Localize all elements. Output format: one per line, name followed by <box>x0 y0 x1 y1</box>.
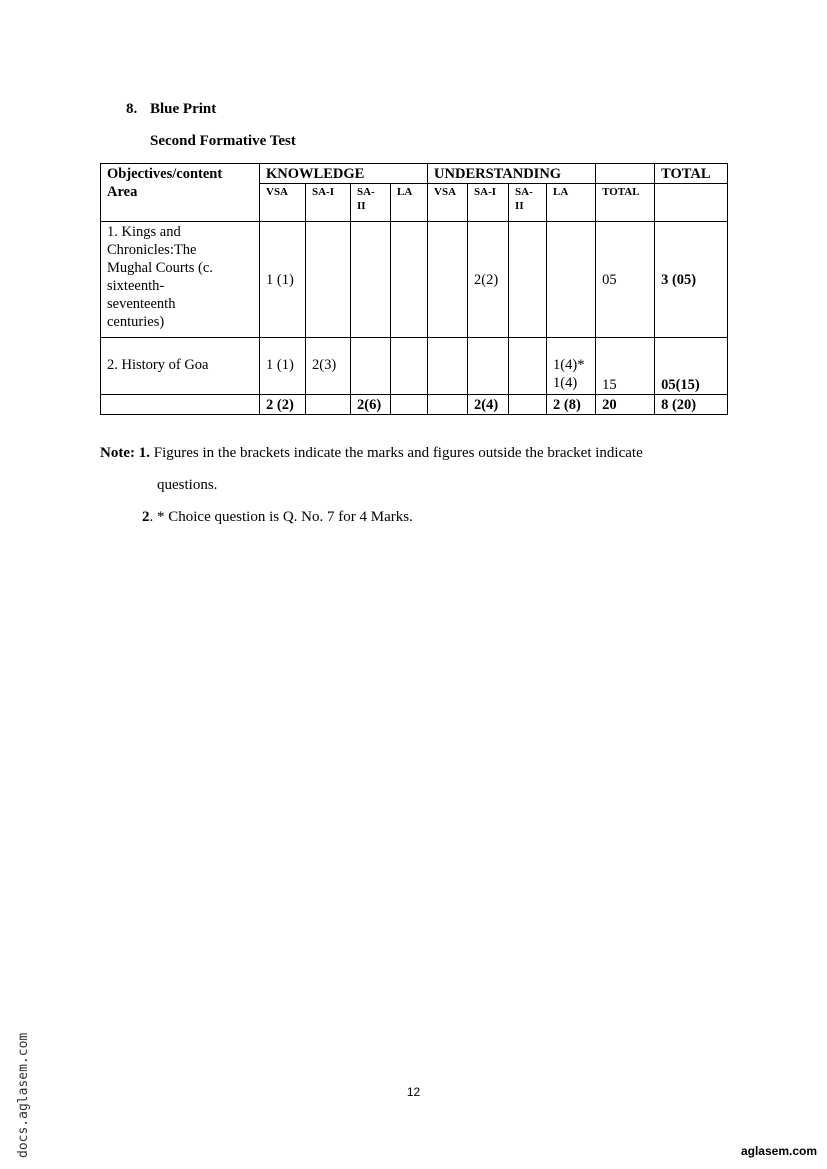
row1-k-la <box>391 222 428 338</box>
row2-k-vsa: 1 (1) <box>260 338 306 395</box>
table-totals-row <box>101 395 728 415</box>
row2-subtotal: 15 <box>596 338 655 395</box>
note-2-number: 2 <box>142 509 150 525</box>
row1-u-sa2 <box>509 222 547 338</box>
sub-u-sa2 <box>509 184 547 222</box>
sub-u-sa1: SA-I <box>468 184 509 222</box>
note-label: Note: <box>100 445 135 461</box>
totals-u-la: 2 (8) <box>547 395 596 415</box>
sub-u-la: LA <box>547 184 596 222</box>
row1-k-sa1 <box>306 222 351 338</box>
row2-u-la-line1: 1(4)* <box>553 357 585 373</box>
sub-k-la: LA <box>391 184 428 222</box>
table-row <box>101 338 728 395</box>
table-header-row <box>101 164 728 184</box>
blueprint-table <box>100 163 728 415</box>
row1-k-vsa: 1 (1) <box>260 222 306 338</box>
header-blank <box>596 164 655 184</box>
section-number: 8. <box>126 101 138 117</box>
totals-subtotal: 20 <box>596 395 655 415</box>
table-row <box>101 222 728 338</box>
row2-area: 2. History of Goa <box>101 338 260 395</box>
note-1-text: Figures in the brackets indicate the marks and figures outside the bracket indicate <box>153 445 643 461</box>
brand-watermark: aglasem.com <box>740 1144 817 1158</box>
row2-k-sa2 <box>351 338 391 395</box>
row1-total: 3 (05) <box>655 222 728 338</box>
row2-u-vsa <box>428 338 468 395</box>
totals-area <box>101 395 260 415</box>
row1-area-line: seventeenth <box>107 296 176 312</box>
row2-u-la <box>547 338 596 395</box>
row1-area-line: sixteenth- <box>107 278 165 294</box>
sub-total: TOTAL <box>596 184 655 222</box>
header-total: TOTAL <box>655 164 728 184</box>
row1-area <box>101 222 260 338</box>
totals-u-vsa <box>428 395 468 415</box>
header-knowledge: KNOWLEDGE <box>260 164 428 184</box>
row2-u-sa1 <box>468 338 509 395</box>
row1-area-line: 1. Kings and <box>107 224 181 240</box>
row2-u-sa2 <box>509 338 547 395</box>
header-objectives-line1: Objectives/content <box>107 166 223 182</box>
note-1 <box>100 445 643 462</box>
note-2-text: . * Choice question is Q. No. 7 for 4 Marks. <box>149 509 413 525</box>
row2-k-sa1: 2(3) <box>306 338 351 395</box>
row1-area-line: Mughal Courts (c. <box>107 260 213 276</box>
sub-k-sa1: SA-I <box>306 184 351 222</box>
row2-u-la-line2: 1(4) <box>553 375 578 391</box>
sub-u-sa2-a: SA- <box>515 186 533 198</box>
totals-k-sa2: 2(6) <box>351 395 391 415</box>
side-watermark: docs.aglasem.com <box>16 1032 31 1158</box>
totals-k-la <box>391 395 428 415</box>
sub-k-vsa: VSA <box>260 184 306 222</box>
note-1-number: 1. <box>138 445 150 461</box>
header-understanding: UNDERSTANDING <box>428 164 596 184</box>
row1-area-line: Chronicles:The <box>107 242 197 258</box>
row1-u-sa1: 2(2) <box>468 222 509 338</box>
sub-u-vsa: VSA <box>428 184 468 222</box>
totals-k-sa1 <box>306 395 351 415</box>
header-objectives-line2: Area <box>107 184 138 200</box>
row1-u-la <box>547 222 596 338</box>
section-subtitle: Second Formative Test <box>150 133 296 149</box>
totals-u-sa2 <box>509 395 547 415</box>
header-objectives <box>101 164 260 222</box>
totals-k-vsa: 2 (2) <box>260 395 306 415</box>
page-number: 12 <box>406 1085 421 1099</box>
row2-k-la <box>391 338 428 395</box>
note-2 <box>142 509 413 526</box>
row1-k-sa2 <box>351 222 391 338</box>
note-1-continued: questions. <box>157 477 218 493</box>
row1-u-vsa <box>428 222 468 338</box>
sub-k-sa2-a: SA- <box>357 186 375 198</box>
section-title: Blue Print <box>150 101 217 117</box>
sub-k-sa2 <box>351 184 391 222</box>
totals-total: 8 (20) <box>655 395 728 415</box>
row1-area-line: centuries) <box>107 314 165 330</box>
sub-blank <box>655 184 728 222</box>
sub-k-sa2-b: II <box>357 200 366 212</box>
row1-subtotal: 05 <box>596 222 655 338</box>
totals-u-sa1: 2(4) <box>468 395 509 415</box>
row2-total: 05(15) <box>655 338 728 395</box>
sub-u-sa2-b: II <box>515 200 524 212</box>
